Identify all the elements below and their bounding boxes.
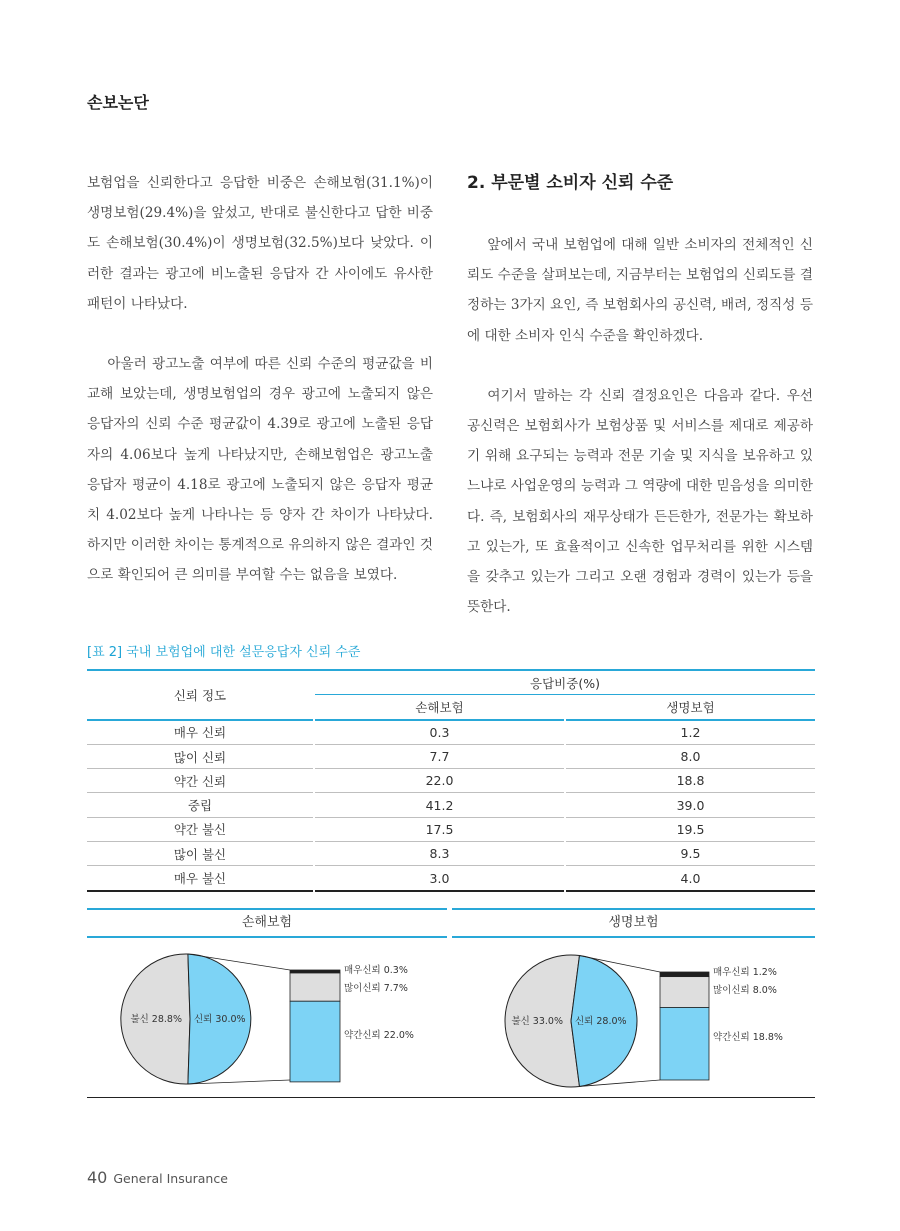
page-footer xyxy=(87,1168,228,1187)
table-row xyxy=(87,744,815,768)
right-paragraph-2: 여기서 말하는 각 신뢰 결정요인은 다음과 같다. 우선 공신력은 보험회사가 보험상품 및 서비스를 제대로 제공하기 위해 요구되는 능력과 전문 기술 및 지식을 보유하고 있느냐로 사업운영의 능력과 그 역량에 대한 믿음성을 의미한다. 즉, 보험회사의 재무상태가 든든한가, 전문가는 확보하고 있는가, 또 효율적이고 신속한 업무처리를 위한 시스템을 갖추고 있는가 그리고 오랜 경험과 경력이 있는가 등을 뜻한다. xyxy=(467,387,813,616)
page-number: 40 xyxy=(87,1168,108,1187)
cell-nonlife-value: 7.7 xyxy=(315,744,564,768)
subsection-heading: 2. 부문별 소비자 신뢰 수준 xyxy=(467,173,674,193)
life-chart-title: 생명보험 xyxy=(452,908,815,938)
cell-nonlife-value: 0.3 xyxy=(315,720,564,745)
cell-trust-level: 약간 불신 xyxy=(87,817,313,841)
bar-segment-label: 매우신뢰 1.2% xyxy=(713,967,777,978)
pie-label-distrust: 불신 33.0% xyxy=(511,1016,563,1027)
bar-segment-label: 약간신뢰 22.0% xyxy=(344,1030,414,1041)
pie-label-trust: 신뢰 28.0% xyxy=(575,1016,627,1027)
cell-life-value: 18.8 xyxy=(566,769,815,793)
cell-trust-level: 중립 xyxy=(87,793,313,817)
cell-life-value: 9.5 xyxy=(566,842,815,866)
trust-level-table xyxy=(87,669,815,892)
bar-segment-label: 약간신뢰 18.8% xyxy=(713,1032,783,1043)
right-paragraph-1: 앞에서 국내 보험업에 대해 일반 소비자의 전체적인 신뢰도 수준을 살펴보는데, 지금부터는 보험업의 신뢰도를 결정하는 3가지 요인, 즉 보험회사의 공신력, 배려, 정직성 등에 대한 소비자 인식 수준을 확인하겠다. xyxy=(467,237,813,344)
left-paragraph-1: 보험업을 신뢰한다고 응답한 비중은 손해보험(31.1%)이 생명보험(29.4%)을 앞섰고, 반대로 불신한다고 답한 비중도 손해보험(30.4%)이 생명보험(32.5%)보다 낮았다. 이러한 결과는 광고에 비노출된 응답자 간 사이에도 유사한 패턴이 나타났다. xyxy=(87,175,433,312)
publication-name: General Insurance xyxy=(113,1171,228,1186)
left-column xyxy=(87,168,433,591)
table-row xyxy=(87,817,815,841)
bar-segment-label: 많이신뢰 8.0% xyxy=(713,985,777,996)
cell-trust-level: 많이 불신 xyxy=(87,842,313,866)
cell-nonlife-value: 41.2 xyxy=(315,793,564,817)
cell-nonlife-value: 8.3 xyxy=(315,842,564,866)
cell-trust-level: 약간 신뢰 xyxy=(87,769,313,793)
bar-of-pie-charts xyxy=(87,940,815,1090)
pie-label-distrust: 불신 28.8% xyxy=(130,1014,182,1025)
cell-nonlife-value: 17.5 xyxy=(315,817,564,841)
cell-trust-level: 많이 신뢰 xyxy=(87,744,313,768)
cell-nonlife-value: 22.0 xyxy=(315,769,564,793)
right-column xyxy=(467,168,813,622)
cell-nonlife-value: 3.0 xyxy=(315,866,564,891)
table-row xyxy=(87,720,815,745)
table-row xyxy=(87,842,815,866)
bar-segment-much-trust xyxy=(660,977,709,1008)
cell-life-value: 39.0 xyxy=(566,793,815,817)
bar-segment-much-trust xyxy=(290,973,340,1001)
header-life: 생명보험 xyxy=(566,695,815,720)
bar-segment-label: 많이신뢰 7.7% xyxy=(344,983,408,994)
table-row xyxy=(87,769,815,793)
cell-life-value: 4.0 xyxy=(566,866,815,891)
section-title: 손보논단 xyxy=(87,93,149,112)
header-nonlife: 손해보험 xyxy=(315,695,564,720)
cell-life-value: 19.5 xyxy=(566,817,815,841)
bar-segment-very-trust xyxy=(290,970,340,973)
header-response-share: 응답비중(%) xyxy=(315,670,815,695)
table-row xyxy=(87,866,815,891)
cell-trust-level: 매우 신뢰 xyxy=(87,720,313,745)
bar-segment-label: 매우신뢰 0.3% xyxy=(344,965,408,976)
bottom-rule xyxy=(87,1097,815,1098)
cell-trust-level: 매우 불신 xyxy=(87,866,313,891)
table-row xyxy=(87,793,815,817)
cell-life-value: 8.0 xyxy=(566,744,815,768)
bar-segment-some-trust xyxy=(290,1001,340,1082)
bar-segment-very-trust xyxy=(660,972,709,977)
header-trust-level: 신뢰 정도 xyxy=(87,670,313,720)
nonlife-chart-title: 손해보험 xyxy=(87,908,447,938)
cell-life-value: 1.2 xyxy=(566,720,815,745)
left-paragraph-2: 아울러 광고노출 여부에 따른 신뢰 수준의 평균값을 비교해 보았는데, 생명보험업의 경우 광고에 노출되지 않은 응답자의 신뢰 수준 평균값이 4.39로 광고에 노출된 응답자의 4.06보다 높게 나타났지만, 손해보험업은 광고노출 응답자 평균이 4.18로 광고에 노출되지 않은 응답자 평균치 4.02보다 높게 나타나는 등 양자 간 차이가 나타났다. 하지만 이러한 차이는 통계적으로 유의하지 않은 결과인 것으로 확인되어 큰 의미를 부여할 수는 없음을 보였다. xyxy=(87,356,433,584)
pie-label-trust: 신뢰 30.0% xyxy=(194,1014,246,1025)
table-caption: [표 2] 국내 보험업에 대한 설문응답자 신뢰 수준 xyxy=(87,645,361,660)
bar-segment-some-trust xyxy=(660,1007,709,1080)
